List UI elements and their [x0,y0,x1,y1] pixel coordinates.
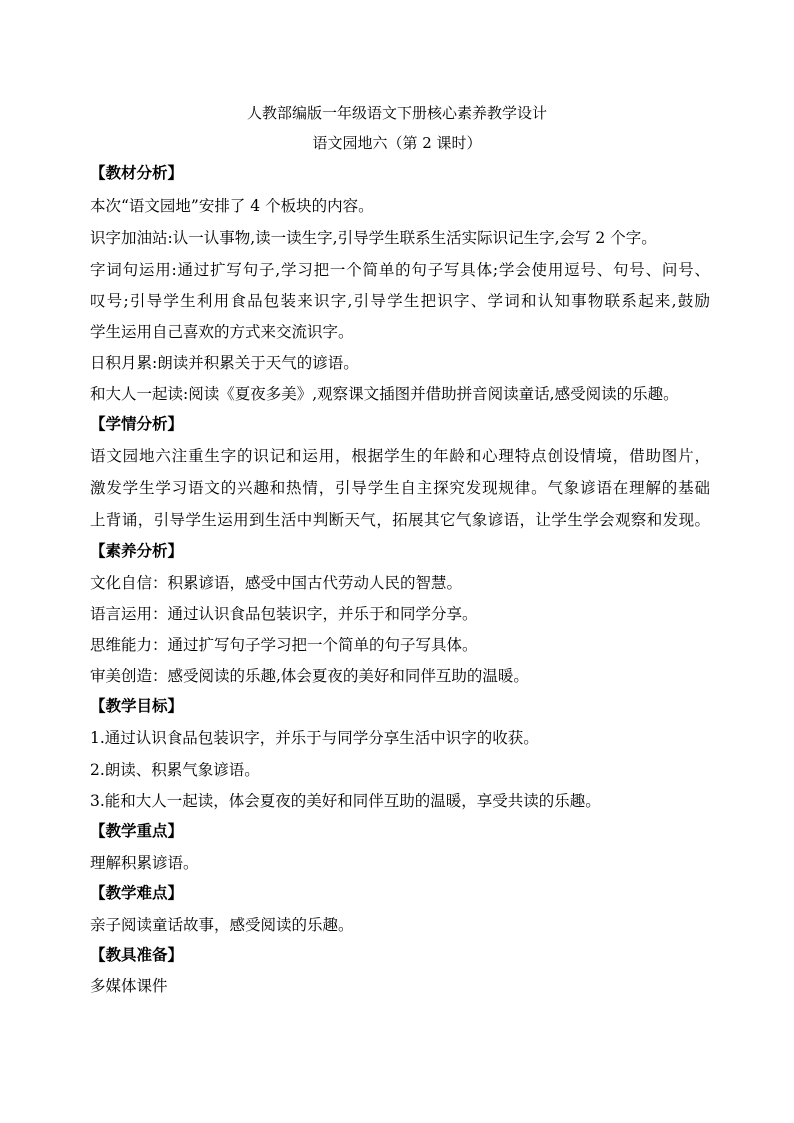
textbook-line-1: 本次“语文园地”安排了 4 个板块的内容。 [90,197,374,215]
goals-line-3: 3.能和大人一起读，体会夏夜的美好和同伴互助的温暖，享受共读的乐趣。 [90,792,601,810]
goals-line-2: 2.朗读、积累气象谚语。 [90,761,260,779]
learners-line-1: 语文园地六注重生字的识记和运用，根据学生的年龄和心理特点创设情境，借助图片， [90,447,710,465]
learners-line-2: 激发学生学习语文的兴趣和热情，引导学生自主探究发现规律。气象谚语在理解的基础 [90,479,710,497]
section-heading-difficulties: 【教学难点】 [90,883,184,902]
learners-line-3: 上背诵，引导学生运用到生活中判断天气，拓展其它气象谚语，让学生学会观察和发现。 [90,511,710,529]
section-heading-goals: 【教学目标】 [90,696,184,715]
textbook-line-6: 日积月累:朗读并积累关于天气的谚语。 [90,354,359,372]
section-heading-materials: 【教具准备】 [90,945,184,964]
literacy-line-1: 文化自信：积累谚语，感受中国古代劳动人民的智慧。 [90,574,463,592]
section-heading-learners: 【学情分析】 [90,414,184,433]
section-heading-literacy: 【素养分析】 [90,541,184,560]
key-points-line-1: 理解积累谚语。 [90,854,199,872]
difficulties-line-1: 亲子阅读童话故事，感受阅读的乐趣。 [90,916,354,934]
literacy-line-3: 思维能力：通过扩写句子学习把一个简单的句子写具体。 [90,636,478,654]
textbook-line-3: 字词句运用:通过扩写句子,学习把一个简单的句子写具体;学会使用逗号、句号、问号、 [90,261,710,279]
section-heading-textbook: 【教材分析】 [90,163,184,182]
textbook-line-4: 叹号;引导学生利用食品包装来识字,引导学生把识字、学词和认知事物联系起来,鼓励 [90,292,710,310]
section-heading-key-points: 【教学重点】 [90,821,184,840]
materials-line-1: 多媒体课件 [90,977,168,995]
document-title: 人教部编版一年级语文下册核心素养教学设计 [246,104,547,122]
document-subtitle: 语文园地六（第 2 课时） [312,134,482,152]
literacy-line-2: 语言运用：通过认识食品包装识字，并乐于和同学分享。 [90,605,478,623]
goals-line-1: 1.通过认识食品包装识字，并乐于与同学分享生活中识字的收获。 [90,729,539,747]
literacy-line-4: 审美创造：感受阅读的乐趣,体会夏夜的美好和同伴互助的温暖。 [90,667,529,685]
textbook-line-5: 学生运用自己喜欢的方式来交流识字。 [90,323,354,341]
textbook-line-7: 和大人一起读:阅读《夏夜多美》,观察课文插图并借助拼音阅读童话,感受阅读的乐趣。 [90,385,679,403]
textbook-line-2: 识字加油站:认一认事物,读一读生字,引导学生联系生活实际识记生字,会写 2 个字。 [90,229,657,247]
